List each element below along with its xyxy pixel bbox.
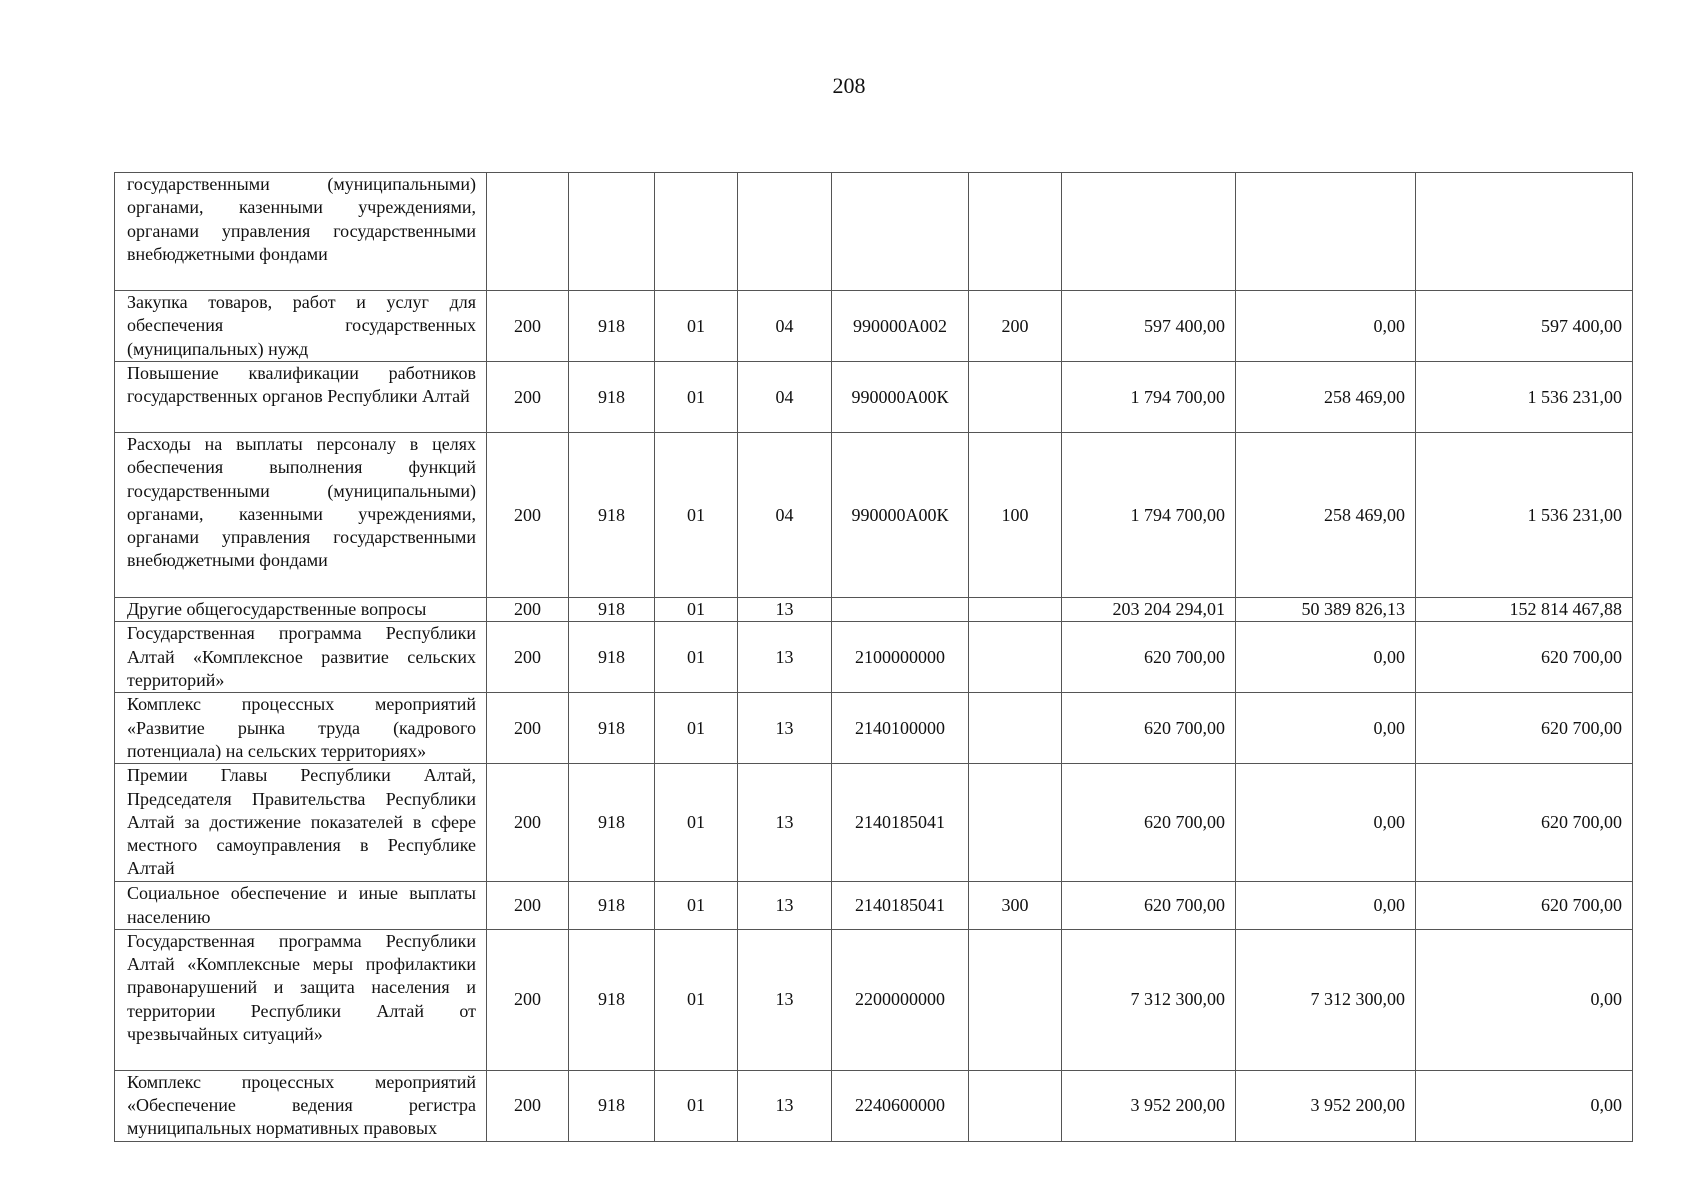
- cell-section: 01: [655, 929, 738, 1070]
- table-row: [115, 693, 1633, 764]
- cell-subsection: 13: [738, 929, 832, 1070]
- cell-amount-2: 258 469,00: [1236, 433, 1416, 598]
- cell-amount-2: 0,00: [1236, 764, 1416, 882]
- cell-code-2: [569, 173, 655, 291]
- cell-amount-3: 620 700,00: [1416, 764, 1633, 882]
- cell-amount-3: 152 814 467,88: [1416, 598, 1633, 622]
- cell-target-article: 2140185041: [832, 764, 969, 882]
- cell-section: 01: [655, 622, 738, 693]
- cell-code-1: 200: [487, 291, 569, 362]
- cell-section: 01: [655, 362, 738, 433]
- cell-section: 01: [655, 693, 738, 764]
- cell-amount-1: 620 700,00: [1062, 693, 1236, 764]
- cell-amount-2: 0,00: [1236, 693, 1416, 764]
- cell-target-article: [832, 598, 969, 622]
- cell-code-2: 918: [569, 433, 655, 598]
- table-row: [115, 1070, 1633, 1141]
- cell-code-2: 918: [569, 362, 655, 433]
- table-row: [115, 764, 1633, 882]
- cell-code-1: 200: [487, 882, 569, 930]
- cell-code-2: 918: [569, 1070, 655, 1141]
- cell-subsection: [738, 173, 832, 291]
- cell-code-1: 200: [487, 929, 569, 1070]
- cell-section: 01: [655, 291, 738, 362]
- table-body: [115, 173, 1633, 1142]
- cell-code-2: 918: [569, 693, 655, 764]
- cell-expense-type: 200: [969, 291, 1062, 362]
- cell-amount-1: 620 700,00: [1062, 764, 1236, 882]
- cell-code-2: 918: [569, 291, 655, 362]
- cell-code-2: 918: [569, 929, 655, 1070]
- cell-code-1: 200: [487, 433, 569, 598]
- cell-amount-1: [1062, 173, 1236, 291]
- cell-amount-1: 620 700,00: [1062, 882, 1236, 930]
- table-row: [115, 622, 1633, 693]
- cell-amount-3: 1 536 231,00: [1416, 362, 1633, 433]
- cell-code-1: [487, 173, 569, 291]
- table-row: [115, 173, 1633, 291]
- cell-amount-3: 597 400,00: [1416, 291, 1633, 362]
- cell-expense-type: [969, 1070, 1062, 1141]
- cell-amount-3: 620 700,00: [1416, 882, 1633, 930]
- cell-amount-3: 620 700,00: [1416, 693, 1633, 764]
- cell-section: 01: [655, 1070, 738, 1141]
- table-row: [115, 362, 1633, 433]
- cell-description: Комплекс процессных мероприятий «Обеспечение ведения регистра муниципальных нормативных правовых: [115, 1070, 487, 1141]
- cell-target-article: 2240600000: [832, 1070, 969, 1141]
- cell-section: 01: [655, 882, 738, 930]
- cell-section: 01: [655, 764, 738, 882]
- cell-target-article: 2200000000: [832, 929, 969, 1070]
- cell-expense-type: 100: [969, 433, 1062, 598]
- table-row: [115, 598, 1633, 622]
- cell-code-2: 918: [569, 882, 655, 930]
- cell-expense-type: [969, 764, 1062, 882]
- cell-amount-2: 258 469,00: [1236, 362, 1416, 433]
- cell-description: Комплекс процессных мероприятий «Развитие рынка труда (кадрового потенциала) на сельских территориях»: [115, 693, 487, 764]
- cell-section: 01: [655, 433, 738, 598]
- cell-amount-1: 620 700,00: [1062, 622, 1236, 693]
- cell-amount-3: 0,00: [1416, 929, 1633, 1070]
- cell-code-1: 200: [487, 1070, 569, 1141]
- cell-description: Государственная программа Республики Алтай «Комплексное развитие сельских территорий»: [115, 622, 487, 693]
- cell-description: Закупка товаров, работ и услуг для обеспечения государственных (муниципальных) нужд: [115, 291, 487, 362]
- cell-code-1: 200: [487, 622, 569, 693]
- cell-target-article: [832, 173, 969, 291]
- cell-code-1: 200: [487, 598, 569, 622]
- cell-code-2: 918: [569, 622, 655, 693]
- cell-subsection: 04: [738, 291, 832, 362]
- cell-expense-type: [969, 362, 1062, 433]
- cell-code-1: 200: [487, 693, 569, 764]
- cell-subsection: 04: [738, 433, 832, 598]
- cell-code-1: 200: [487, 764, 569, 882]
- cell-code-2: 918: [569, 764, 655, 882]
- cell-code-2: 918: [569, 598, 655, 622]
- cell-amount-1: 7 312 300,00: [1062, 929, 1236, 1070]
- cell-target-article: 990000А00К: [832, 362, 969, 433]
- cell-code-1: 200: [487, 362, 569, 433]
- cell-target-article: 2140185041: [832, 882, 969, 930]
- cell-expense-type: [969, 622, 1062, 693]
- cell-expense-type: 300: [969, 882, 1062, 930]
- cell-amount-1: 1 794 700,00: [1062, 362, 1236, 433]
- cell-amount-1: 1 794 700,00: [1062, 433, 1236, 598]
- cell-amount-2: 0,00: [1236, 882, 1416, 930]
- cell-description: Другие общегосударственные вопросы: [115, 598, 487, 622]
- cell-amount-3: 1 536 231,00: [1416, 433, 1633, 598]
- cell-amount-3: 0,00: [1416, 1070, 1633, 1141]
- table-row: [115, 433, 1633, 598]
- cell-description: Повышение квалификации работников государственных органов Республики Алтай: [115, 362, 487, 433]
- cell-description: Государственная программа Республики Алтай «Комплексные меры профилактики правонарушений и защита населения и территории Республики Алтай от чрезвычайных ситуаций»: [115, 929, 487, 1070]
- cell-amount-2: 50 389 826,13: [1236, 598, 1416, 622]
- cell-expense-type: [969, 173, 1062, 291]
- cell-target-article: 2140100000: [832, 693, 969, 764]
- cell-amount-1: 3 952 200,00: [1062, 1070, 1236, 1141]
- cell-target-article: 990000А00К: [832, 433, 969, 598]
- cell-description: государственными (муниципальными) органами, казенными учреждениями, органами управления государственными внебюджетными фондами: [115, 173, 487, 291]
- cell-subsection: 13: [738, 764, 832, 882]
- cell-target-article: 990000А002: [832, 291, 969, 362]
- cell-amount-1: 597 400,00: [1062, 291, 1236, 362]
- cell-amount-3: 620 700,00: [1416, 622, 1633, 693]
- cell-subsection: 13: [738, 693, 832, 764]
- budget-table: [114, 172, 1633, 1142]
- page-number: 208: [832, 73, 866, 98]
- cell-section: 01: [655, 598, 738, 622]
- cell-expense-type: [969, 598, 1062, 622]
- cell-description: Социальное обеспечение и иные выплаты населению: [115, 882, 487, 930]
- table-row: [115, 882, 1633, 930]
- cell-description: Премии Главы Республики Алтай, Председателя Правительства Республики Алтай за достижение показателей в сфере местного самоуправления в Республике Алтай: [115, 764, 487, 882]
- cell-subsection: 13: [738, 882, 832, 930]
- cell-amount-2: 7 312 300,00: [1236, 929, 1416, 1070]
- cell-subsection: 04: [738, 362, 832, 433]
- cell-amount-3: [1416, 173, 1633, 291]
- cell-subsection: 13: [738, 622, 832, 693]
- cell-section: [655, 173, 738, 291]
- table-row: [115, 929, 1633, 1070]
- cell-subsection: 13: [738, 598, 832, 622]
- cell-description: Расходы на выплаты персоналу в целях обеспечения выполнения функций государственными (муниципальными) органами, казенными учреждениями, органами управления государственными внебюджетными фондами: [115, 433, 487, 598]
- cell-amount-2: [1236, 173, 1416, 291]
- cell-amount-2: 0,00: [1236, 291, 1416, 362]
- cell-amount-2: 0,00: [1236, 622, 1416, 693]
- cell-target-article: 2100000000: [832, 622, 969, 693]
- cell-amount-1: 203 204 294,01: [1062, 598, 1236, 622]
- cell-amount-2: 3 952 200,00: [1236, 1070, 1416, 1141]
- table-row: [115, 291, 1633, 362]
- cell-expense-type: [969, 693, 1062, 764]
- cell-expense-type: [969, 929, 1062, 1070]
- cell-subsection: 13: [738, 1070, 832, 1141]
